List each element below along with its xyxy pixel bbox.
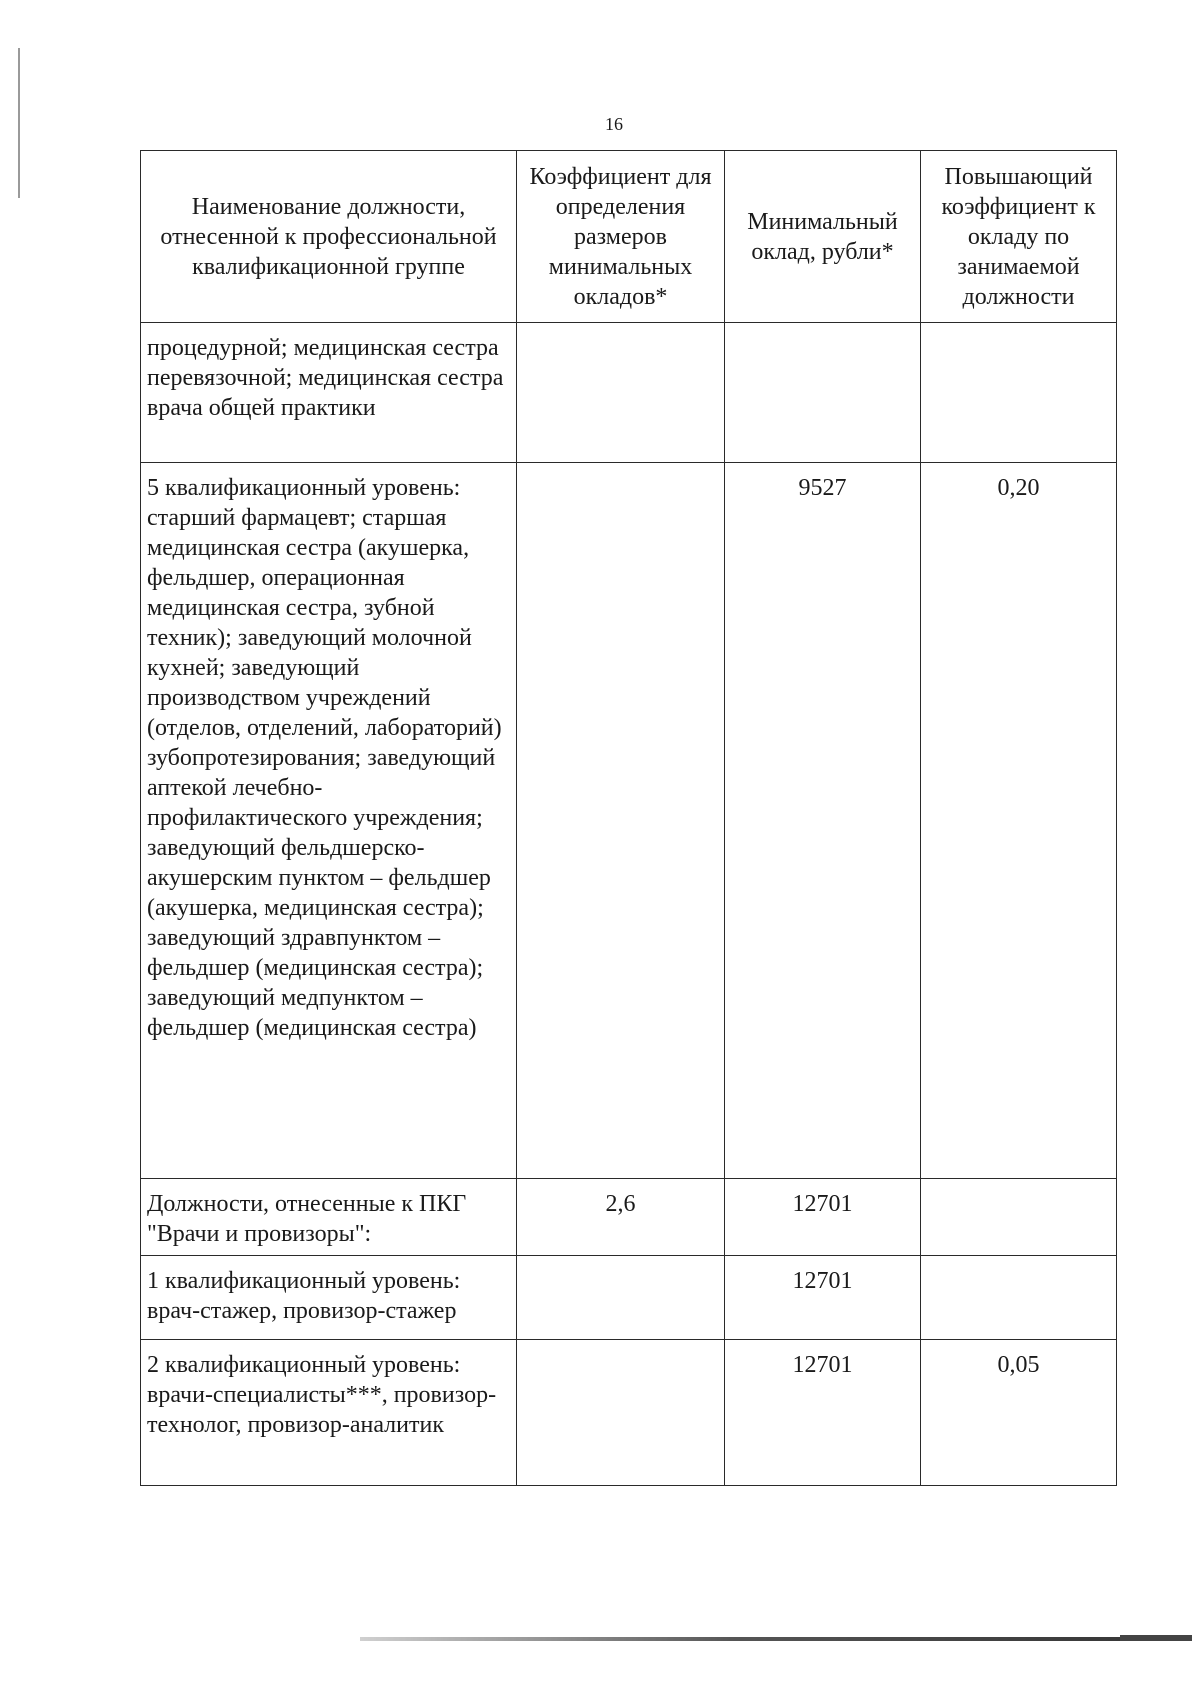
table-row — [141, 1256, 1117, 1340]
cell-position-name: 5 квалификационный уровень: старший фармацевт; старшая медицинская сестра (акушерка, фельдшер, операционная медицинская сестра, зубной техник); заведующий молочной кухней; заведующий производством учреждений (отделов, отделений, лабораторий) зубопротезирования; заведующий аптекой лечебно-профилактического учреждения; заведующий фельдшерско-акушерским пунктом – фельдшер (акушерка, медицинская сестра); заведующий здравпунктом – фельдшер (медицинская сестра); заведующий медпунктом – фельдшер (медицинская сестра) — [141, 463, 517, 1179]
cell-coefficient — [517, 1256, 725, 1340]
cell-increase-coefficient: 0,05 — [921, 1340, 1117, 1486]
table-row — [141, 323, 1117, 463]
table-row — [141, 1340, 1117, 1486]
table-header-row — [141, 151, 1117, 323]
table-row — [141, 463, 1117, 1179]
cell-increase-coefficient — [921, 323, 1117, 463]
cell-position-name: 2 квалификационный уровень: врачи-специалисты***, провизор-технолог, провизор-аналитик — [141, 1340, 517, 1486]
cell-position-name: процедурной; медицинская сестра перевязочной; медицинская сестра врача общей практики — [141, 323, 517, 463]
footer-divider — [360, 1637, 1192, 1641]
cell-coefficient — [517, 323, 725, 463]
cell-min-salary — [725, 323, 921, 463]
header-min-salary: Минимальный оклад, рубли* — [725, 151, 921, 323]
header-position-name: Наименование должности, отнесенной к профессиональной квалификационной группе — [141, 151, 517, 323]
footer-divider-end — [1120, 1635, 1192, 1641]
cell-increase-coefficient — [921, 1179, 1117, 1256]
salary-table — [140, 150, 1117, 1486]
cell-position-name: Должности, отнесенные к ПКГ "Врачи и провизоры": — [141, 1179, 517, 1256]
cell-increase-coefficient — [921, 1256, 1117, 1340]
cell-min-salary: 12701 — [725, 1340, 921, 1486]
cell-coefficient: 2,6 — [517, 1179, 725, 1256]
cell-coefficient — [517, 463, 725, 1179]
cell-increase-coefficient: 0,20 — [921, 463, 1117, 1179]
cell-min-salary: 9527 — [725, 463, 921, 1179]
cell-min-salary: 12701 — [725, 1179, 921, 1256]
cell-coefficient — [517, 1340, 725, 1486]
page-number: 16 — [605, 114, 623, 134]
header-increase-coefficient: Повышающий коэффициент к окладу по занимаемой должности — [921, 151, 1117, 323]
table-row — [141, 1179, 1117, 1256]
cell-position-name: 1 квалификационный уровень: врач-стажер, провизор-стажер — [141, 1256, 517, 1340]
header-coefficient: Коэффициент для определения размеров минимальных окладов* — [517, 151, 725, 323]
cell-min-salary: 12701 — [725, 1256, 921, 1340]
